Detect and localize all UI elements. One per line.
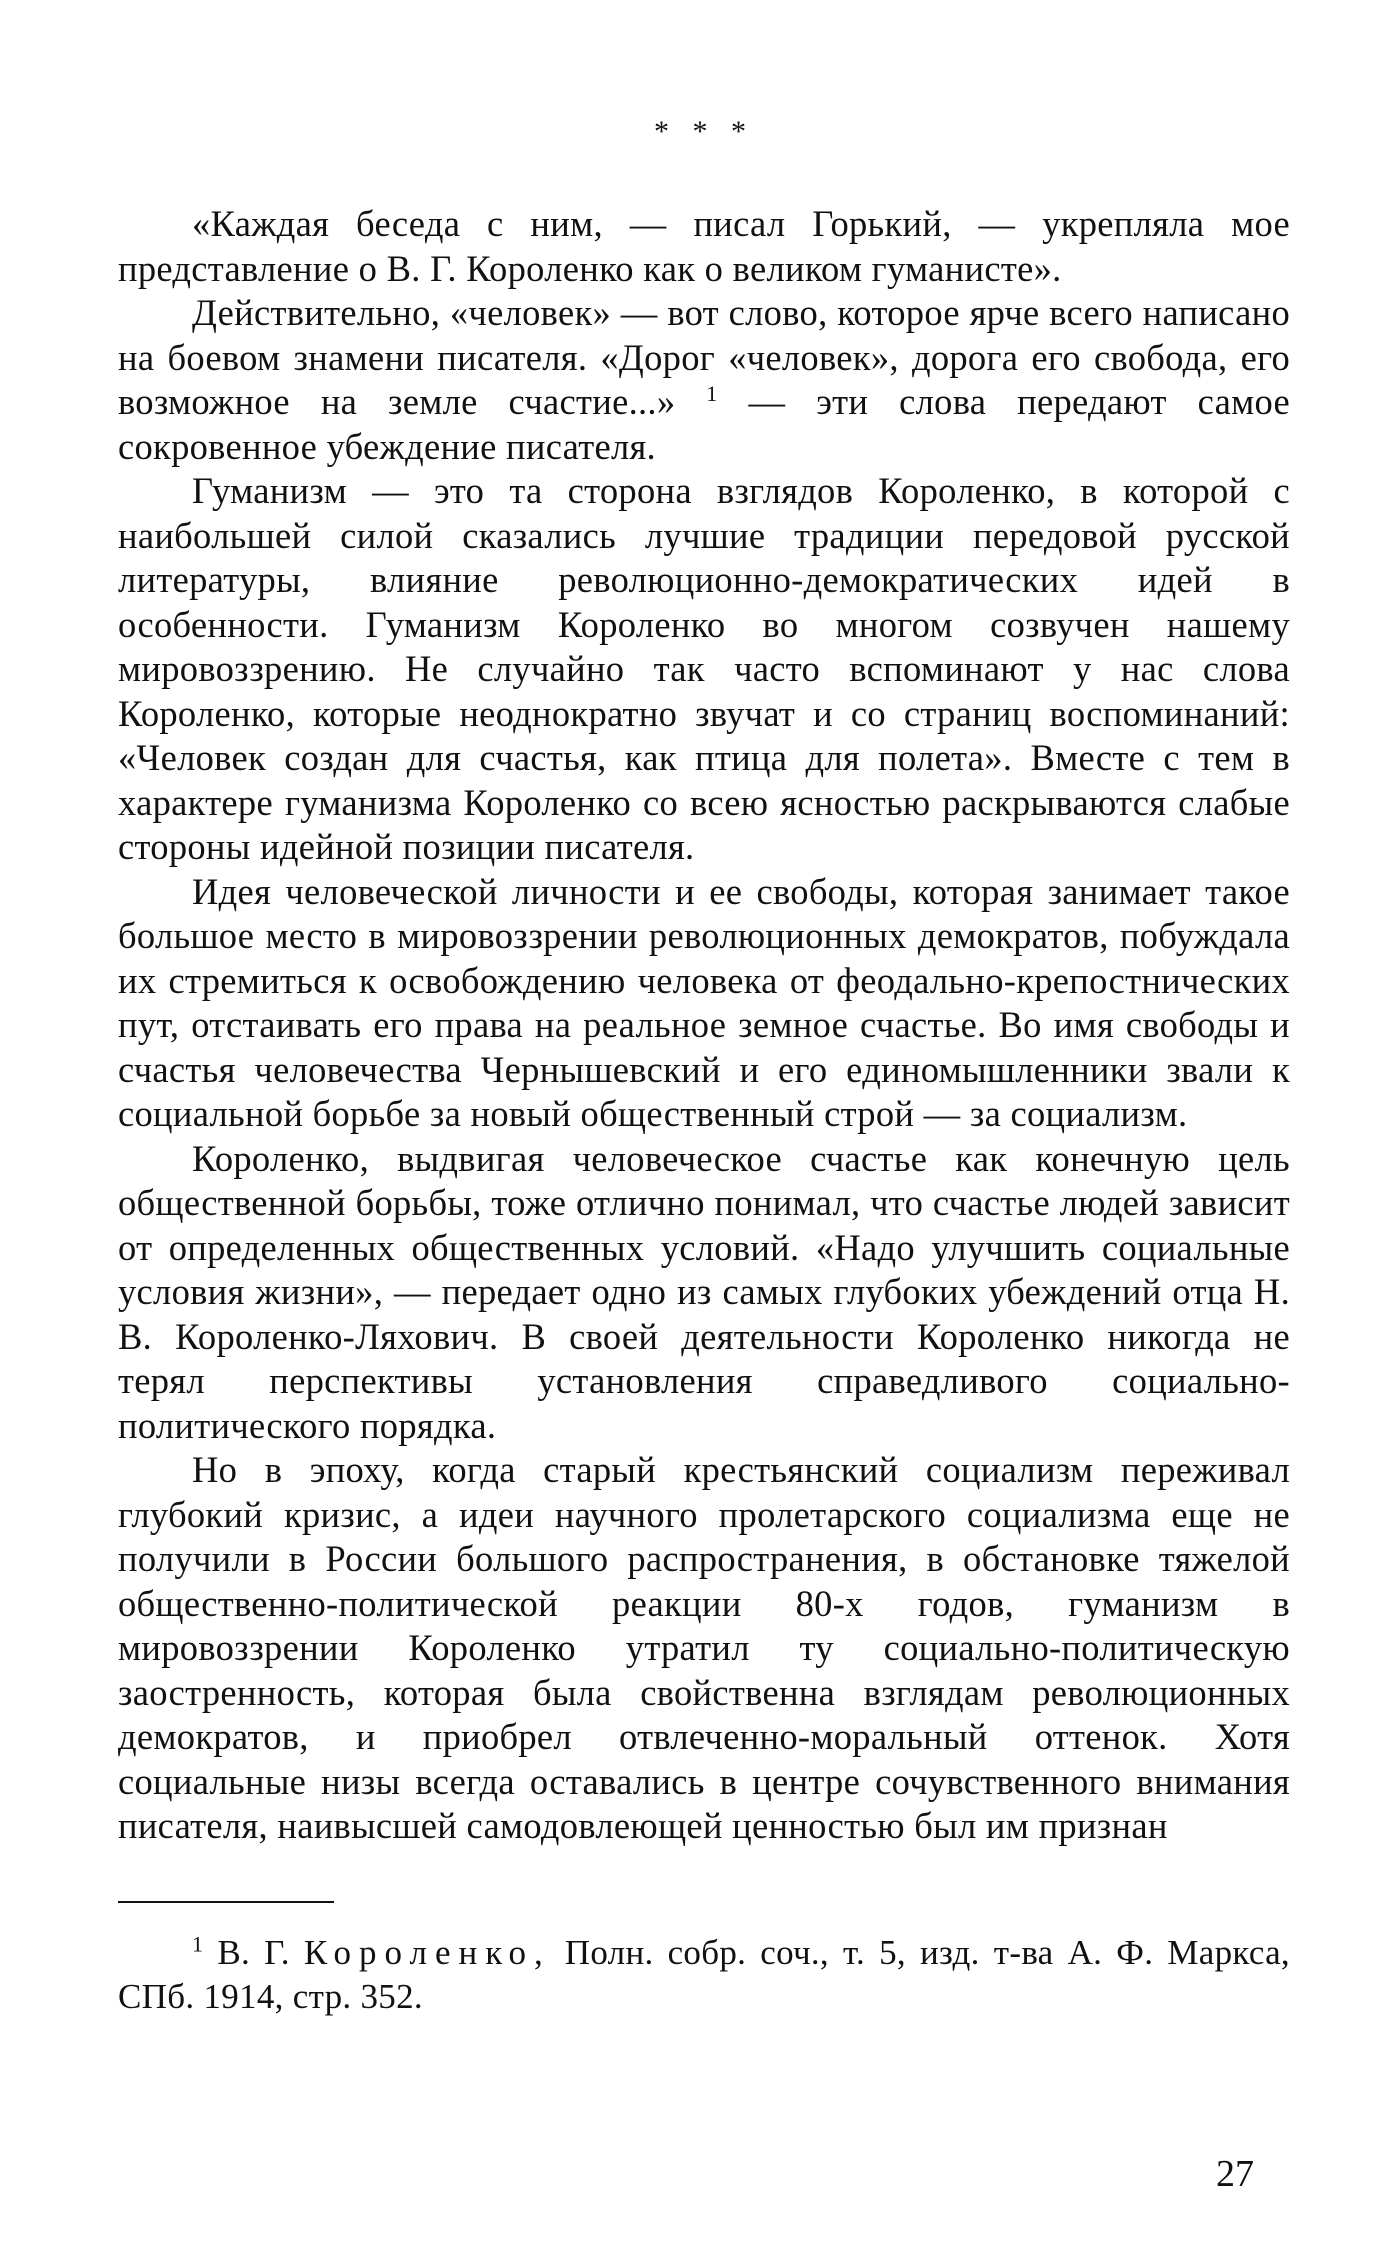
paragraph: «Каждая беседа с ним, — писал Горький, — укрепляла мое представление о В. Г. Короленко как о великом гуманисте». <box>118 203 1290 289</box>
paragraph-text: Действительно, «человек» — вот слово, которое ярче всего написано на боевом знамени писателя. «Дорог «человек», дорога его свобода, его возможное на земле счастие...» <box>118 292 1290 422</box>
paragraph: Но в эпоху, когда старый крестьянский социализм переживал глубокий кризис, а идеи научного пролетарского социализма еще не получили в России большого распространения, в обстановке тяжелой общественно-политической реакции 80-х годов, гуманизм в мировоззрении Короленко утратил ту социально-политическую заостренность, которая была свойственна взглядам революционных демократов, и приобрел отвлеченно-моральный оттенок. Хотя социальные низы всегда оставались в центре сочувственного внимания писателя, наивысшей самодовлеющей ценностью был им признан <box>118 1449 1290 1846</box>
footnote-author-initials: В. Г. <box>217 1932 290 1972</box>
paragraph: Короленко, выдвигая человеческое счастье как конечную цель общественной борьбы, тоже отлично понимал, что счастье людей зависит от определенных общественных условий. «Надо улучшить социальные условия жизни», — передает одно из самых глубоких убеждений отца Н. В. Короленко-Ляхович. В своей деятельности Короленко никогда не терял перспективы установления справедливого социально-политического порядка. <box>118 1137 1290 1446</box>
paragraph: Гуманизм — это та сторона взглядов Короленко, в которой с наибольшей силой сказались лучшие традиции передовой русской литературы, влияние революционно-демократических идей в особенности. Гуманизм Короленко во многом созвучен нашему мировоззрению. Не случайно так часто вспоминают у нас слова Короленко, которые неоднократно звучат и со страниц воспоминаний: «Человек создан для счастья, как птица для полета». Вместе с тем в характере гуманизма Короленко со всею ясностью раскрываются слабые стороны идейной позиции писателя. <box>118 470 1290 867</box>
footnote <box>118 1931 1290 2019</box>
page-number: 27 <box>1216 2153 1254 2195</box>
main-text <box>118 202 1290 1849</box>
footnote-author-surname: Короленко, <box>303 1932 551 1972</box>
footnote-citation: Полн. собр. соч., т. 5, изд. т-ва А. Ф. Маркса, СПб. 1914, стр. 352. <box>118 1932 1290 2016</box>
footnote-text <box>118 1931 1290 2019</box>
paragraph: Идея человеческой личности и ее свободы, которая занимает такое большое место в мировоззрении революционных демократов, побуждала их стремиться к освобождению человека от феодально-крепостнических пут, отстаивать его права на реальное земное счастье. Во имя свободы и счастья человечества Чернышевский и его единомышленники звали к социальной борьбе за новый общественный строй — за социализм. <box>118 870 1290 1134</box>
paragraph <box>118 291 1290 469</box>
book-page <box>118 112 1290 2212</box>
footnote-reference: 1 <box>706 380 718 406</box>
footnote-marker: 1 <box>192 1930 204 1956</box>
paragraph-text-continuation: — эти слова передают самое сокровенное убеждение писателя. <box>118 381 1290 467</box>
section-separator: * * * <box>654 115 754 148</box>
footnote-divider <box>118 1901 334 1903</box>
